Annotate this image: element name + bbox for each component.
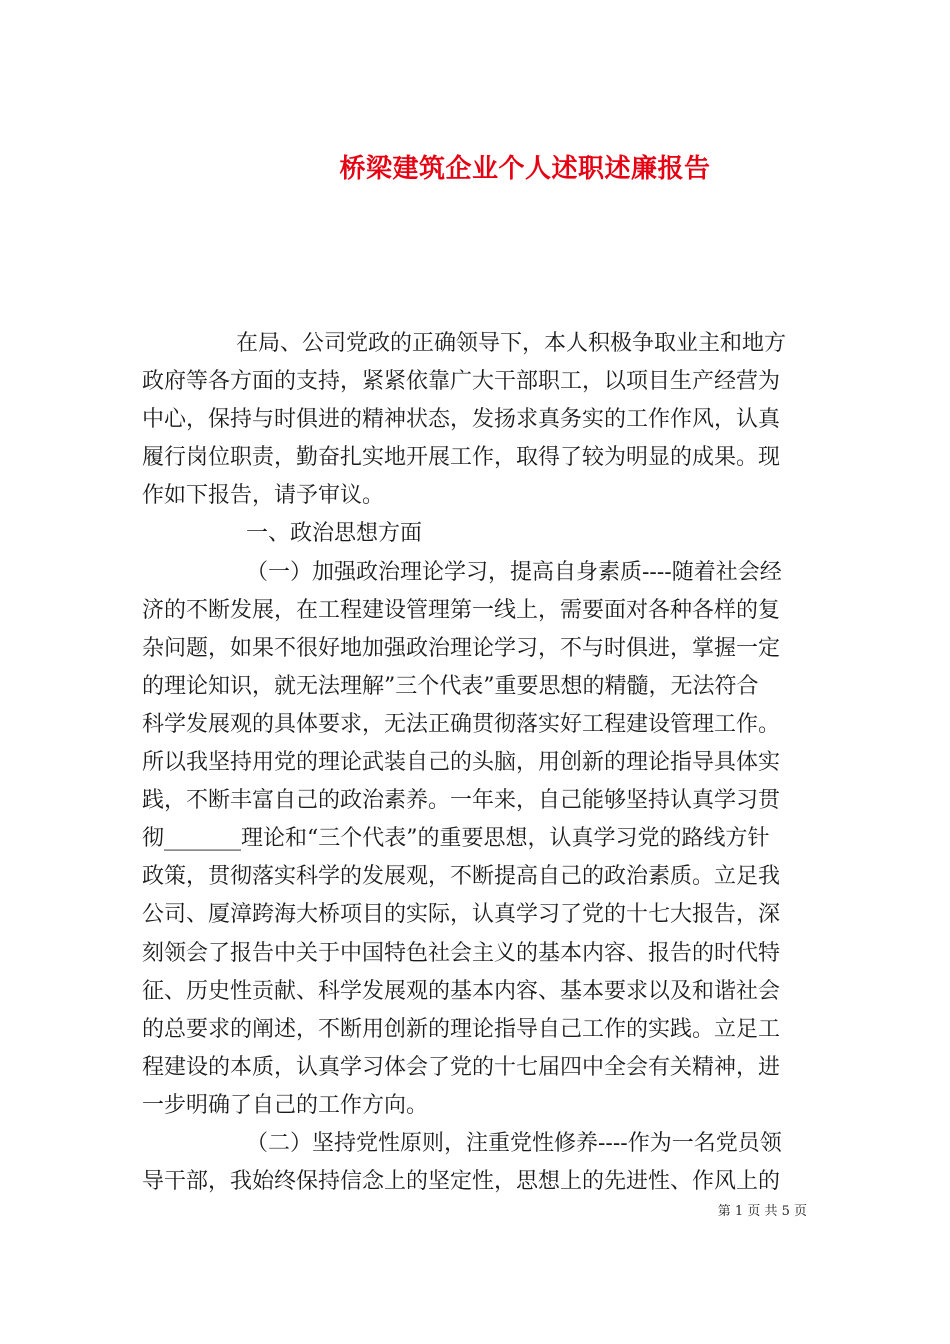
subsection-heading-line: （一）加强政治理论学习，提高自身素质----随着社会经	[246, 559, 782, 585]
report-body	[142, 325, 807, 1201]
text-line: 的总要求的阐述，不断用创新的理论指导自己工作的实践。立足工	[142, 1016, 781, 1042]
text-line: 科学发展观的具体要求，无法正确贯彻落实好工程建设管理工作。	[142, 711, 781, 737]
text-line: 的理论知识，就无法理解”三个代表”重要思想的精髓，无法符合	[142, 673, 759, 699]
text-line: 在局、公司党政的正确领导下，本人积极争取业主和地方	[236, 331, 787, 356]
text-line: 杂问题，如果不很好地加强政治理论学习，不与时俱进，掌握一定	[142, 635, 781, 661]
page-title: 桥梁建筑企业个人述职述廉报告	[339, 154, 711, 185]
text-line: 中心，保持与时俱进的精神状态，发扬求真务实的工作作风，认真	[142, 407, 781, 433]
text-line: 公司、厦漳跨海大桥项目的实际，认真学习了党的十七大报告，深	[142, 902, 781, 928]
text-line: 政策，贯彻落实科学的发展观，不断提高自己的政治素质。立足我	[142, 864, 781, 890]
text-line: 济的不断发展，在工程建设管理第一线上，需要面对各种各样的复	[142, 597, 781, 623]
text-line: 彻_______理论和“三个代表”的重要思想，认真学习党的路线方针	[142, 826, 770, 852]
text-line: 所以我坚持用党的理论武装自己的头脑，用创新的理论指导具体实	[142, 750, 781, 776]
text-line: 作如下报告，请予审议。	[142, 483, 385, 509]
text-line: 导干部，我始终保持信念上的坚定性，思想上的先进性、作风上的	[142, 1169, 781, 1195]
text-line: 程建设的本质，认真学习体会了党的十七届四中全会有关精神，进	[142, 1054, 781, 1080]
text-line: 一步明确了自己的工作方向。	[142, 1092, 429, 1118]
subsection-heading-line: （二）坚持党性原则，注重党性修养----作为一名党员领	[246, 1130, 782, 1156]
text-line: 践，不断丰富自己的政治素养。一年来，自己能够坚持认真学习贯	[142, 788, 781, 814]
text-line: 履行岗位职责，勤奋扎实地开展工作，取得了较为明显的成果。现	[142, 445, 781, 471]
text-line: 政府等各方面的支持，紧紧依靠广大干部职工，以项目生产经营为	[142, 369, 781, 395]
page-number: 第 1 页 共 5 页	[717, 1204, 807, 1219]
text-line: 征、历史性贡献、科学发展观的基本内容、基本要求以及和谐社会	[142, 978, 781, 1004]
text-line: 刻领会了报告中关于中国特色社会主义的基本内容、报告的时代特	[142, 940, 781, 966]
section-heading: 一、政治思想方面	[246, 521, 423, 547]
